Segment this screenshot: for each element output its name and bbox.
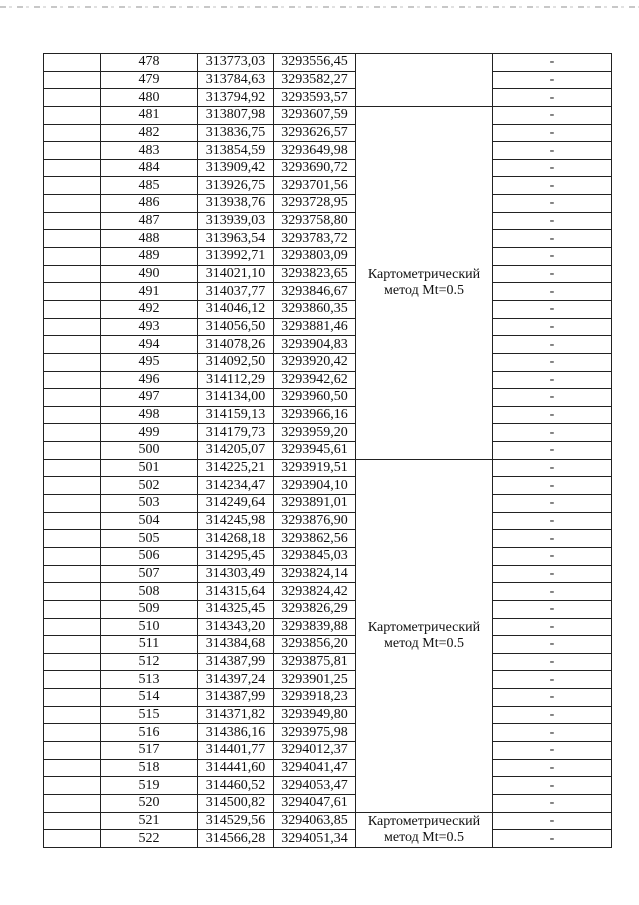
- y-coordinate-cell: 3293876,90: [274, 512, 356, 530]
- x-coordinate-cell: 314387,99: [198, 689, 274, 707]
- dash-cell: -: [493, 653, 612, 671]
- table-row: [44, 459, 612, 477]
- x-coordinate-cell: 314234,47: [198, 477, 274, 495]
- y-coordinate-cell: 3293582,27: [274, 71, 356, 89]
- table-row: [44, 547, 612, 565]
- empty-cell: [44, 54, 101, 72]
- table-row: [44, 195, 612, 213]
- point-number-cell: 511: [101, 636, 198, 654]
- table-row: [44, 636, 612, 654]
- dash-cell: -: [493, 741, 612, 759]
- empty-cell: [44, 741, 101, 759]
- point-number-cell: 489: [101, 248, 198, 266]
- x-coordinate-cell: 313992,71: [198, 248, 274, 266]
- point-number-cell: 518: [101, 759, 198, 777]
- x-coordinate-cell: 314566,28: [198, 830, 274, 848]
- dash-cell: -: [493, 830, 612, 848]
- x-coordinate-cell: 314205,07: [198, 442, 274, 460]
- x-coordinate-cell: 314046,12: [198, 300, 274, 318]
- x-coordinate-cell: 314295,45: [198, 547, 274, 565]
- x-coordinate-cell: 314021,10: [198, 265, 274, 283]
- x-coordinate-cell: 314384,68: [198, 636, 274, 654]
- point-number-cell: 521: [101, 812, 198, 830]
- dash-cell: -: [493, 565, 612, 583]
- empty-cell: [44, 759, 101, 777]
- x-coordinate-cell: 314343,20: [198, 618, 274, 636]
- table-row: [44, 565, 612, 583]
- point-number-cell: 483: [101, 142, 198, 160]
- point-number-cell: 516: [101, 724, 198, 742]
- table-row: [44, 353, 612, 371]
- y-coordinate-cell: 3293975,98: [274, 724, 356, 742]
- dash-cell: -: [493, 159, 612, 177]
- empty-cell: [44, 442, 101, 460]
- table-row: [44, 71, 612, 89]
- dash-cell: -: [493, 106, 612, 124]
- table-row: [44, 283, 612, 301]
- point-number-cell: 485: [101, 177, 198, 195]
- y-coordinate-cell: 3293949,80: [274, 706, 356, 724]
- empty-cell: [44, 371, 101, 389]
- method-line-2: метод Mt=0.5: [384, 829, 464, 845]
- point-number-cell: 513: [101, 671, 198, 689]
- dash-cell: -: [493, 583, 612, 601]
- table-row: [44, 724, 612, 742]
- dash-cell: -: [493, 389, 612, 407]
- point-number-cell: 497: [101, 389, 198, 407]
- method-line-1: Картометрический: [367, 619, 481, 635]
- point-number-cell: 480: [101, 89, 198, 107]
- dash-cell: -: [493, 177, 612, 195]
- empty-cell: [44, 124, 101, 142]
- y-coordinate-cell: 3294047,61: [274, 794, 356, 812]
- empty-cell: [44, 230, 101, 248]
- x-coordinate-cell: 314500,82: [198, 794, 274, 812]
- scan-edge-artifact: [0, 6, 639, 8]
- point-number-cell: 509: [101, 600, 198, 618]
- x-coordinate-cell: 313926,75: [198, 177, 274, 195]
- table-row: [44, 265, 612, 283]
- table-row: [44, 159, 612, 177]
- table-row: [44, 300, 612, 318]
- y-coordinate-cell: 3293881,46: [274, 318, 356, 336]
- dash-cell: -: [493, 195, 612, 213]
- point-number-cell: 499: [101, 424, 198, 442]
- dash-cell: -: [493, 142, 612, 160]
- table-row: [44, 318, 612, 336]
- table-row: [44, 618, 612, 636]
- dash-cell: -: [493, 248, 612, 266]
- empty-cell: [44, 159, 101, 177]
- method-line-1: Картометрический: [367, 813, 481, 829]
- y-coordinate-cell: 3293626,57: [274, 124, 356, 142]
- x-coordinate-cell: 313854,59: [198, 142, 274, 160]
- dash-cell: -: [493, 265, 612, 283]
- coordinates-table-body: [44, 54, 612, 848]
- empty-cell: [44, 794, 101, 812]
- dash-cell: -: [493, 230, 612, 248]
- x-coordinate-cell: 314037,77: [198, 283, 274, 301]
- method-line-2: метод Mt=0.5: [384, 282, 464, 298]
- y-coordinate-cell: 3293649,98: [274, 142, 356, 160]
- point-number-cell: 486: [101, 195, 198, 213]
- y-coordinate-cell: 3293860,35: [274, 300, 356, 318]
- dash-cell: -: [493, 671, 612, 689]
- table-row: [44, 689, 612, 707]
- empty-cell: [44, 389, 101, 407]
- dash-cell: -: [493, 212, 612, 230]
- empty-cell: [44, 600, 101, 618]
- x-coordinate-cell: 314441,60: [198, 759, 274, 777]
- point-number-cell: 498: [101, 406, 198, 424]
- x-coordinate-cell: 313939,03: [198, 212, 274, 230]
- x-coordinate-cell: 313807,98: [198, 106, 274, 124]
- point-number-cell: 522: [101, 830, 198, 848]
- method-line-2: метод Mt=0.5: [384, 635, 464, 651]
- point-number-cell: 482: [101, 124, 198, 142]
- x-coordinate-cell: 313794,92: [198, 89, 274, 107]
- y-coordinate-cell: 3293945,61: [274, 442, 356, 460]
- empty-cell: [44, 142, 101, 160]
- table-row: [44, 653, 612, 671]
- empty-cell: [44, 689, 101, 707]
- x-coordinate-cell: 314078,26: [198, 336, 274, 354]
- y-coordinate-cell: 3294041,47: [274, 759, 356, 777]
- point-number-cell: 481: [101, 106, 198, 124]
- y-coordinate-cell: 3293846,67: [274, 283, 356, 301]
- dash-cell: -: [493, 124, 612, 142]
- x-coordinate-cell: 314397,24: [198, 671, 274, 689]
- method-cell: [356, 54, 493, 107]
- point-number-cell: 504: [101, 512, 198, 530]
- x-coordinate-cell: 314134,00: [198, 389, 274, 407]
- table-row: [44, 371, 612, 389]
- y-coordinate-cell: 3293556,45: [274, 54, 356, 72]
- table-row: [44, 230, 612, 248]
- point-number-cell: 478: [101, 54, 198, 72]
- y-coordinate-cell: 3293904,83: [274, 336, 356, 354]
- y-coordinate-cell: 3294012,37: [274, 741, 356, 759]
- x-coordinate-cell: 314529,56: [198, 812, 274, 830]
- point-number-cell: 505: [101, 530, 198, 548]
- empty-cell: [44, 71, 101, 89]
- table-row: [44, 212, 612, 230]
- point-number-cell: 479: [101, 71, 198, 89]
- point-number-cell: 506: [101, 547, 198, 565]
- point-number-cell: 515: [101, 706, 198, 724]
- dash-cell: -: [493, 300, 612, 318]
- table-row: [44, 530, 612, 548]
- table-row: [44, 106, 612, 124]
- dash-cell: -: [493, 71, 612, 89]
- x-coordinate-cell: 314092,50: [198, 353, 274, 371]
- x-coordinate-cell: 314387,99: [198, 653, 274, 671]
- point-number-cell: 503: [101, 495, 198, 513]
- empty-cell: [44, 318, 101, 336]
- table-row: [44, 442, 612, 460]
- x-coordinate-cell: 314303,49: [198, 565, 274, 583]
- dash-cell: -: [493, 689, 612, 707]
- point-number-cell: 501: [101, 459, 198, 477]
- table-row: [44, 741, 612, 759]
- point-number-cell: 519: [101, 777, 198, 795]
- point-number-cell: 484: [101, 159, 198, 177]
- point-number-cell: 487: [101, 212, 198, 230]
- dash-cell: -: [493, 724, 612, 742]
- y-coordinate-cell: 3293824,14: [274, 565, 356, 583]
- table-row: [44, 424, 612, 442]
- coordinates-table: [43, 53, 612, 848]
- point-number-cell: 514: [101, 689, 198, 707]
- x-coordinate-cell: 314371,82: [198, 706, 274, 724]
- dash-cell: -: [493, 442, 612, 460]
- table-row: [44, 706, 612, 724]
- empty-cell: [44, 495, 101, 513]
- y-coordinate-cell: 3293701,56: [274, 177, 356, 195]
- dash-cell: -: [493, 794, 612, 812]
- y-coordinate-cell: 3293856,20: [274, 636, 356, 654]
- empty-cell: [44, 777, 101, 795]
- dash-cell: -: [493, 636, 612, 654]
- empty-cell: [44, 618, 101, 636]
- y-coordinate-cell: 3293845,03: [274, 547, 356, 565]
- empty-cell: [44, 336, 101, 354]
- table-row: [44, 336, 612, 354]
- y-coordinate-cell: 3293607,59: [274, 106, 356, 124]
- x-coordinate-cell: 314179,73: [198, 424, 274, 442]
- table-row: [44, 583, 612, 601]
- table-row: [44, 830, 612, 848]
- table-row: [44, 512, 612, 530]
- dash-cell: -: [493, 547, 612, 565]
- y-coordinate-cell: 3293920,42: [274, 353, 356, 371]
- x-coordinate-cell: 313938,76: [198, 195, 274, 213]
- dash-cell: -: [493, 89, 612, 107]
- dash-cell: -: [493, 406, 612, 424]
- empty-cell: [44, 248, 101, 266]
- table-row: [44, 54, 612, 72]
- y-coordinate-cell: 3293728,95: [274, 195, 356, 213]
- x-coordinate-cell: 314056,50: [198, 318, 274, 336]
- y-coordinate-cell: 3293826,29: [274, 600, 356, 618]
- y-coordinate-cell: 3293891,01: [274, 495, 356, 513]
- dash-cell: -: [493, 600, 612, 618]
- dash-cell: -: [493, 54, 612, 72]
- table-row: [44, 794, 612, 812]
- point-number-cell: 502: [101, 477, 198, 495]
- empty-cell: [44, 459, 101, 477]
- y-coordinate-cell: 3293919,51: [274, 459, 356, 477]
- dash-cell: -: [493, 353, 612, 371]
- y-coordinate-cell: 3293875,81: [274, 653, 356, 671]
- y-coordinate-cell: 3293918,23: [274, 689, 356, 707]
- x-coordinate-cell: 313773,03: [198, 54, 274, 72]
- empty-cell: [44, 477, 101, 495]
- y-coordinate-cell: 3293758,80: [274, 212, 356, 230]
- dash-cell: -: [493, 812, 612, 830]
- empty-cell: [44, 283, 101, 301]
- x-coordinate-cell: 314112,29: [198, 371, 274, 389]
- table-row: [44, 759, 612, 777]
- method-cell: [356, 459, 493, 812]
- empty-cell: [44, 300, 101, 318]
- dash-cell: -: [493, 530, 612, 548]
- x-coordinate-cell: 314225,21: [198, 459, 274, 477]
- point-number-cell: 491: [101, 283, 198, 301]
- table-row: [44, 142, 612, 160]
- empty-cell: [44, 353, 101, 371]
- table-row: [44, 248, 612, 266]
- method-cell: [356, 812, 493, 847]
- empty-cell: [44, 106, 101, 124]
- empty-cell: [44, 406, 101, 424]
- empty-cell: [44, 830, 101, 848]
- y-coordinate-cell: 3293862,56: [274, 530, 356, 548]
- point-number-cell: 493: [101, 318, 198, 336]
- point-number-cell: 496: [101, 371, 198, 389]
- table-row: [44, 89, 612, 107]
- x-coordinate-cell: 314268,18: [198, 530, 274, 548]
- x-coordinate-cell: 314401,77: [198, 741, 274, 759]
- y-coordinate-cell: 3293904,10: [274, 477, 356, 495]
- y-coordinate-cell: 3293593,57: [274, 89, 356, 107]
- dash-cell: -: [493, 459, 612, 477]
- empty-cell: [44, 177, 101, 195]
- empty-cell: [44, 212, 101, 230]
- dash-cell: -: [493, 424, 612, 442]
- empty-cell: [44, 636, 101, 654]
- dash-cell: -: [493, 512, 612, 530]
- table-row: [44, 671, 612, 689]
- point-number-cell: 492: [101, 300, 198, 318]
- dash-cell: -: [493, 283, 612, 301]
- y-coordinate-cell: 3294063,85: [274, 812, 356, 830]
- empty-cell: [44, 565, 101, 583]
- empty-cell: [44, 424, 101, 442]
- y-coordinate-cell: 3293823,65: [274, 265, 356, 283]
- dash-cell: -: [493, 777, 612, 795]
- dash-cell: -: [493, 495, 612, 513]
- x-coordinate-cell: 313836,75: [198, 124, 274, 142]
- method-line-1: Картометрический: [367, 266, 481, 282]
- dash-cell: -: [493, 336, 612, 354]
- y-coordinate-cell: 3293690,72: [274, 159, 356, 177]
- y-coordinate-cell: 3293942,62: [274, 371, 356, 389]
- y-coordinate-cell: 3293960,50: [274, 389, 356, 407]
- table-row: [44, 600, 612, 618]
- empty-cell: [44, 547, 101, 565]
- table-row: [44, 406, 612, 424]
- table-row: [44, 777, 612, 795]
- point-number-cell: 520: [101, 794, 198, 812]
- x-coordinate-cell: 314245,98: [198, 512, 274, 530]
- empty-cell: [44, 583, 101, 601]
- empty-cell: [44, 265, 101, 283]
- x-coordinate-cell: 314460,52: [198, 777, 274, 795]
- x-coordinate-cell: 314325,45: [198, 600, 274, 618]
- point-number-cell: 495: [101, 353, 198, 371]
- x-coordinate-cell: 314249,64: [198, 495, 274, 513]
- point-number-cell: 488: [101, 230, 198, 248]
- y-coordinate-cell: 3294051,34: [274, 830, 356, 848]
- point-number-cell: 490: [101, 265, 198, 283]
- point-number-cell: 507: [101, 565, 198, 583]
- dash-cell: -: [493, 371, 612, 389]
- dash-cell: -: [493, 706, 612, 724]
- point-number-cell: 494: [101, 336, 198, 354]
- point-number-cell: 512: [101, 653, 198, 671]
- x-coordinate-cell: 314315,64: [198, 583, 274, 601]
- dash-cell: -: [493, 618, 612, 636]
- dash-cell: -: [493, 477, 612, 495]
- table-row: [44, 389, 612, 407]
- y-coordinate-cell: 3293803,09: [274, 248, 356, 266]
- empty-cell: [44, 706, 101, 724]
- table-row: [44, 495, 612, 513]
- table-row: [44, 124, 612, 142]
- empty-cell: [44, 89, 101, 107]
- y-coordinate-cell: 3293966,16: [274, 406, 356, 424]
- x-coordinate-cell: 313784,63: [198, 71, 274, 89]
- x-coordinate-cell: 314386,16: [198, 724, 274, 742]
- y-coordinate-cell: 3293783,72: [274, 230, 356, 248]
- x-coordinate-cell: 313909,42: [198, 159, 274, 177]
- y-coordinate-cell: 3293839,88: [274, 618, 356, 636]
- point-number-cell: 500: [101, 442, 198, 460]
- point-number-cell: 517: [101, 741, 198, 759]
- empty-cell: [44, 671, 101, 689]
- y-coordinate-cell: 3293901,25: [274, 671, 356, 689]
- empty-cell: [44, 724, 101, 742]
- dash-cell: -: [493, 318, 612, 336]
- x-coordinate-cell: 314159,13: [198, 406, 274, 424]
- y-coordinate-cell: 3293959,20: [274, 424, 356, 442]
- empty-cell: [44, 512, 101, 530]
- empty-cell: [44, 530, 101, 548]
- table-row: [44, 812, 612, 830]
- table-row: [44, 477, 612, 495]
- y-coordinate-cell: 3294053,47: [274, 777, 356, 795]
- dash-cell: -: [493, 759, 612, 777]
- empty-cell: [44, 812, 101, 830]
- y-coordinate-cell: 3293824,42: [274, 583, 356, 601]
- point-number-cell: 510: [101, 618, 198, 636]
- empty-cell: [44, 195, 101, 213]
- table-row: [44, 177, 612, 195]
- point-number-cell: 508: [101, 583, 198, 601]
- method-cell: [356, 106, 493, 459]
- x-coordinate-cell: 313963,54: [198, 230, 274, 248]
- empty-cell: [44, 653, 101, 671]
